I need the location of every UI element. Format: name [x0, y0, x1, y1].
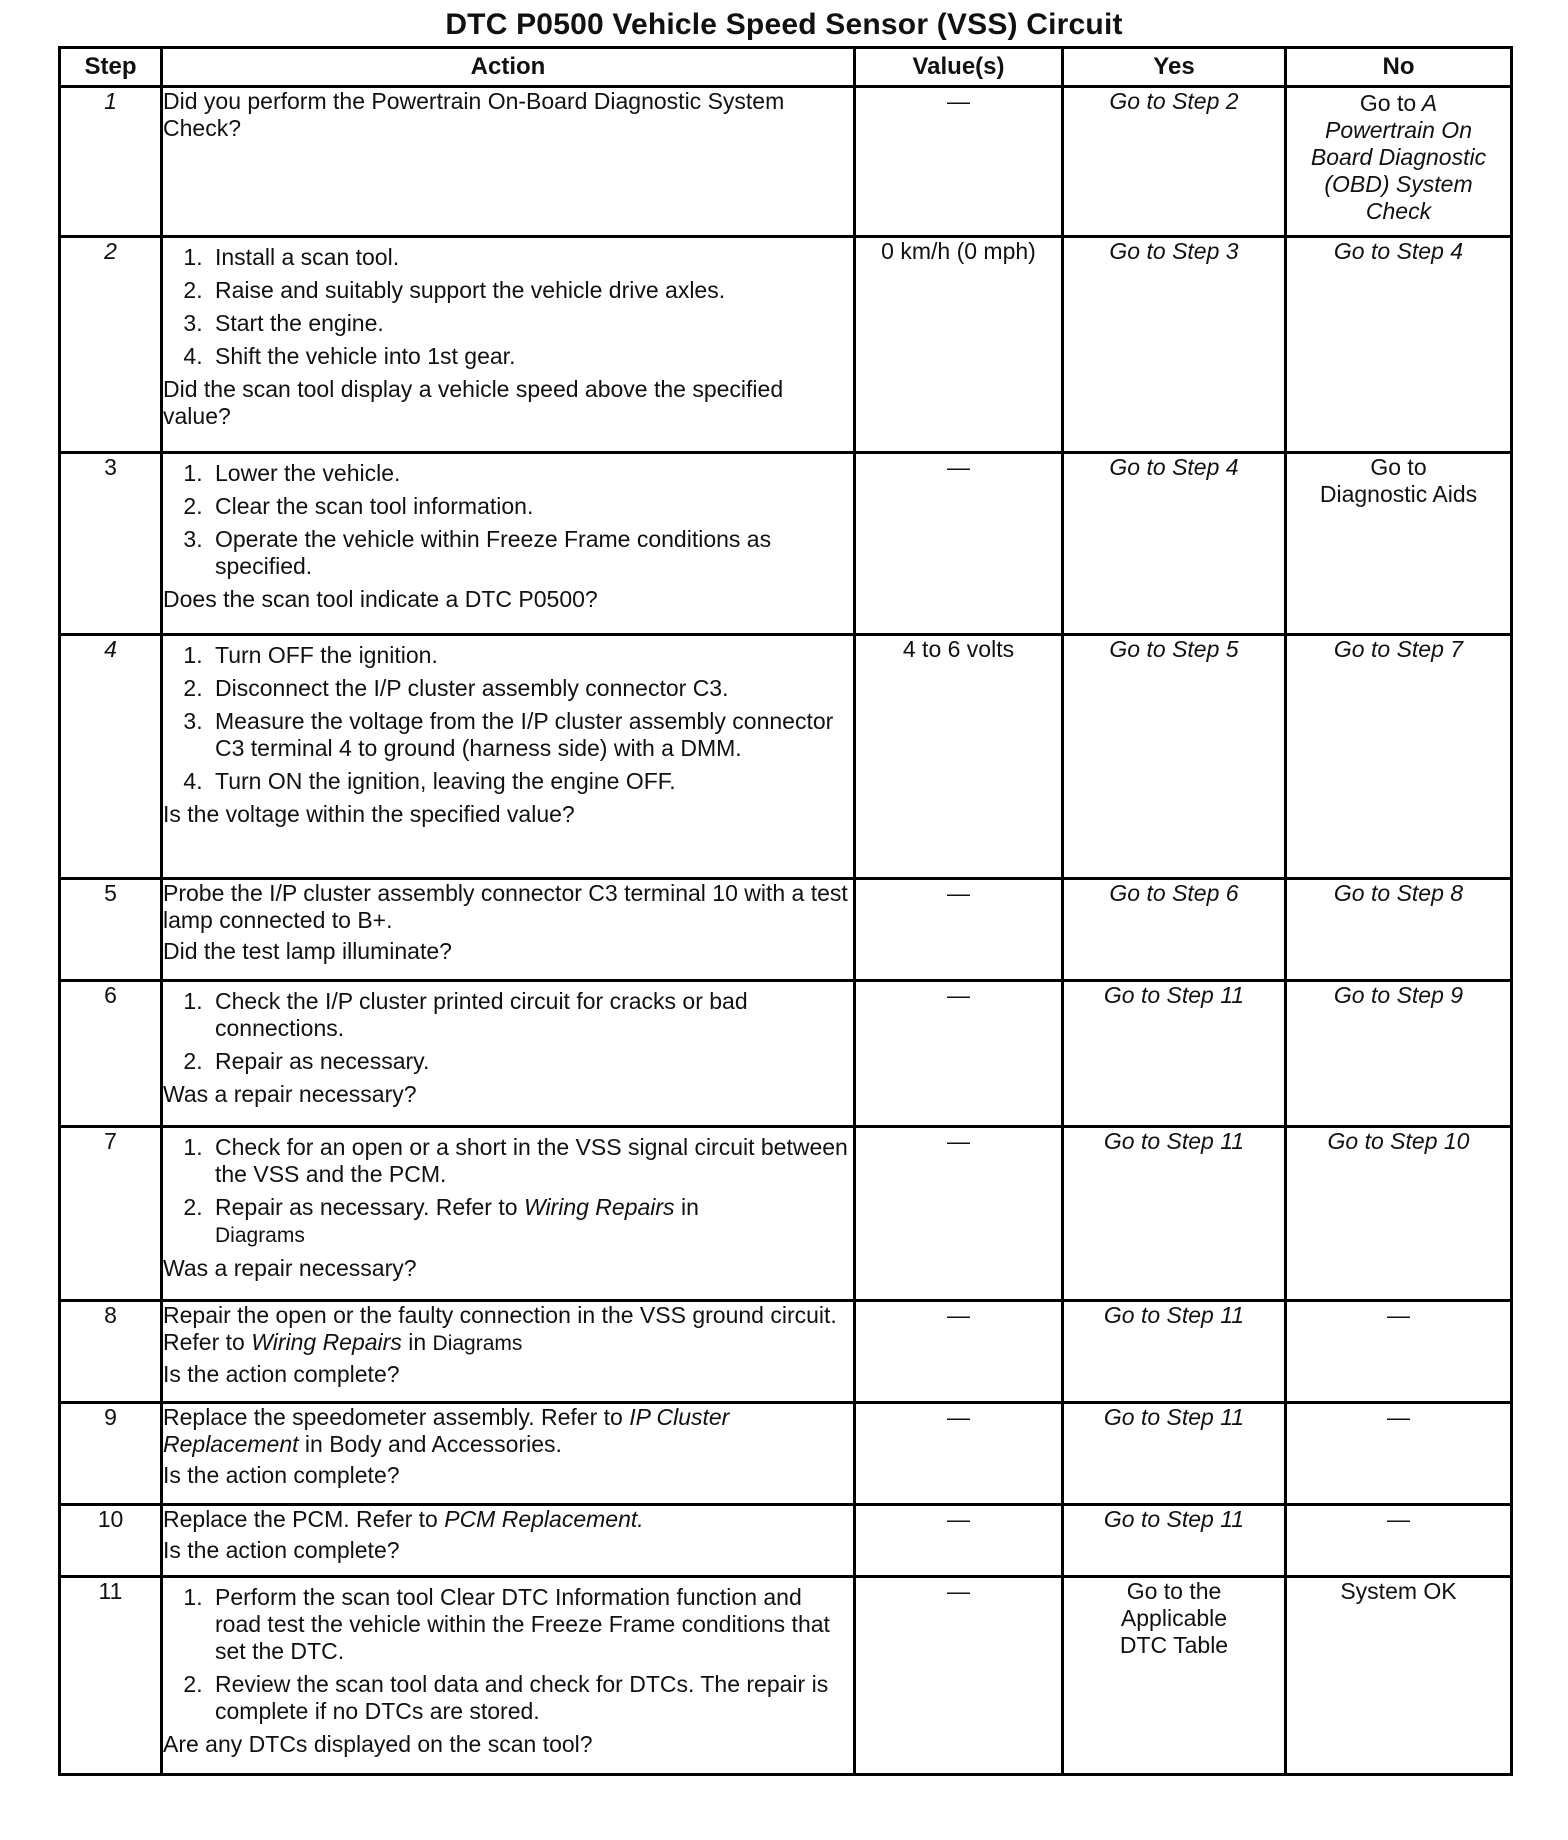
value-cell: —: [855, 1505, 1063, 1577]
value-cell: 0 km/h (0 mph): [855, 237, 1063, 453]
value-cell: —: [855, 87, 1063, 237]
header-step: Step: [60, 48, 162, 87]
step-number: 4: [60, 635, 162, 879]
no-line: Check: [1365, 198, 1432, 224]
pcm-replacement-reference: PCM Replacement.: [444, 1506, 644, 1532]
action-question: Is the voltage within the specified value?: [163, 801, 575, 827]
action-text: Repair as necessary. Refer to: [215, 1194, 518, 1220]
yes-cell: Go to Step 11: [1063, 981, 1286, 1127]
wiring-repairs-reference: Wiring Repairs: [251, 1329, 402, 1355]
action-cell: [162, 87, 855, 237]
header-values: Value(s): [855, 48, 1063, 87]
step-number: 8: [60, 1301, 162, 1403]
action-step: 4. Turn ON the ignition, leaving the engine OFF.: [209, 768, 853, 795]
action-cell: [162, 1301, 855, 1403]
step-number: 10: [60, 1505, 162, 1577]
step-number: 5: [60, 879, 162, 981]
action-question: Is the action complete?: [163, 1361, 400, 1387]
no-cell: Go to Step 7: [1286, 635, 1512, 879]
action-question: Was a repair necessary?: [163, 1081, 417, 1107]
action-cell: [162, 635, 855, 879]
step-number: 11: [60, 1577, 162, 1775]
action-cell: [162, 1505, 855, 1577]
table-header-row: [60, 48, 1512, 87]
step-number: 1: [60, 87, 162, 237]
action-cell: [162, 981, 855, 1127]
action-question: Is the action complete?: [163, 1462, 400, 1488]
value-cell: —: [855, 453, 1063, 635]
value-cell: —: [855, 1301, 1063, 1403]
action-step: 2. Review the scan tool data and check for DTCs. The repair is complete if no DTCs are stored.: [209, 1671, 853, 1725]
header-yes: Yes: [1063, 48, 1286, 87]
yes-cell: Go to Step 6: [1063, 879, 1286, 981]
action-step: [209, 1194, 853, 1249]
action-text: Did you perform the Powertrain On-Board Diagnostic System Check?: [163, 88, 785, 141]
step-number: 6: [60, 981, 162, 1127]
action-cell: [162, 879, 855, 981]
table-row: [60, 237, 1512, 453]
step-number: 9: [60, 1403, 162, 1505]
yes-cell: [1063, 1577, 1286, 1775]
action-step: 3. Measure the voltage from the I/P cluster assembly connector C3 terminal 4 to ground (harness side) with a DMM.: [209, 708, 853, 762]
yes-cell: Go to Step 11: [1063, 1403, 1286, 1505]
table-row: [60, 1403, 1512, 1505]
action-text: Repair the open or the faulty connection in the VSS ground circuit. Refer to: [163, 1302, 837, 1355]
action-question: Are any DTCs displayed on the scan tool?: [163, 1731, 593, 1757]
table-row: [60, 879, 1512, 981]
no-cell: Go to Step 9: [1286, 981, 1512, 1127]
table-row: [60, 87, 1512, 237]
action-step: 1. Check for an open or a short in the VSS signal circuit between the VSS and the PCM.: [209, 1134, 853, 1188]
action-cell: [162, 453, 855, 635]
step-number: 2: [60, 237, 162, 453]
yes-cell: Go to Step 11: [1063, 1505, 1286, 1577]
action-text: in: [408, 1329, 427, 1355]
action-step: 3. Operate the vehicle within Freeze Frame conditions as specified.: [209, 526, 853, 580]
action-step: 2. Raise and suitably support the vehicle drive axles.: [209, 277, 853, 304]
action-text: in Body and Accessories.: [304, 1431, 562, 1457]
action-cell: [162, 237, 855, 453]
action-step: 1. Lower the vehicle.: [209, 460, 853, 487]
action-text: Replace the PCM. Refer to: [163, 1506, 438, 1532]
action-question: Was a repair necessary?: [163, 1255, 417, 1281]
step-number: 3: [60, 453, 162, 635]
table-row: [60, 1505, 1512, 1577]
table-row: [60, 1127, 1512, 1301]
page-title: DTC P0500 Vehicle Speed Sensor (VSS) Circuit: [445, 8, 1123, 41]
no-cell: Go to Step 4: [1286, 237, 1512, 453]
no-cell: —: [1286, 1403, 1512, 1505]
action-question: Did the test lamp illuminate?: [163, 938, 452, 964]
action-text: Replace the speedometer assembly. Refer to: [163, 1404, 623, 1430]
no-cell: [1286, 453, 1512, 635]
no-cell: Go to Step 8: [1286, 879, 1512, 981]
no-cell: —: [1286, 1301, 1512, 1403]
value-cell: —: [855, 1403, 1063, 1505]
action-cell: [162, 1577, 855, 1775]
no-line: Go to: [1370, 454, 1427, 480]
no-cell: Go to Step 10: [1286, 1127, 1512, 1301]
table-row: [60, 453, 1512, 635]
action-step: 2. Repair as necessary.: [209, 1048, 853, 1075]
no-cell: [1286, 87, 1512, 237]
no-line: Board Diagnostic: [1310, 144, 1487, 170]
action-cell: [162, 1403, 855, 1505]
yes-line: Applicable: [1120, 1605, 1228, 1631]
action-text: Probe the I/P cluster assembly connector C3 terminal 10 with a test lamp connected to B+.: [163, 880, 848, 933]
action-step: 2. Clear the scan tool information.: [209, 493, 853, 520]
action-step: 1. Perform the scan tool Clear DTC Information function and road test the vehicle within the Freeze Frame conditions that set the DTC.: [209, 1584, 853, 1665]
diagrams-reference: Diagrams: [432, 1332, 523, 1355]
diagrams-reference: Diagrams: [215, 1224, 305, 1247]
value-cell: —: [855, 981, 1063, 1127]
yes-cell: Go to Step 11: [1063, 1301, 1286, 1403]
value-cell: —: [855, 879, 1063, 981]
action-question: Did the scan tool display a vehicle speed above the specified value?: [163, 376, 784, 429]
value-cell: —: [855, 1127, 1063, 1301]
dtc-table: [58, 46, 1513, 1776]
header-action: Action: [162, 48, 855, 87]
action-step: 4. Shift the vehicle into 1st gear.: [209, 343, 853, 370]
action-step: 3. Start the engine.: [209, 310, 853, 337]
yes-cell: Go to Step 5: [1063, 635, 1286, 879]
action-question: Does the scan tool indicate a DTC P0500?: [163, 586, 598, 612]
no-line: (OBD) System: [1324, 171, 1473, 197]
action-step: 1. Check the I/P cluster printed circuit for cracks or bad connections.: [209, 988, 853, 1042]
action-text: in: [680, 1194, 699, 1220]
header-no: No: [1286, 48, 1512, 87]
step-number: 7: [60, 1127, 162, 1301]
yes-line: DTC Table: [1119, 1632, 1229, 1658]
table-row: [60, 1577, 1512, 1775]
action-cell: [162, 1127, 855, 1301]
no-line: A: [1421, 90, 1438, 116]
no-line: Powertrain On: [1324, 117, 1472, 143]
yes-cell: Go to Step 11: [1063, 1127, 1286, 1301]
value-cell: 4 to 6 volts: [855, 635, 1063, 879]
action-step: 1. Install a scan tool.: [209, 244, 853, 271]
no-cell: System OK: [1286, 1577, 1512, 1775]
table-row: [60, 1301, 1512, 1403]
yes-cell: Go to Step 2: [1063, 87, 1286, 237]
yes-cell: Go to Step 3: [1063, 237, 1286, 453]
wiring-repairs-reference: Wiring Repairs: [523, 1194, 675, 1220]
action-step: 2. Disconnect the I/P cluster assembly connector C3.: [209, 675, 853, 702]
value-cell: —: [855, 1577, 1063, 1775]
table-row: [60, 635, 1512, 879]
no-line: Diagnostic Aids: [1319, 481, 1478, 507]
action-question: Is the action complete?: [163, 1537, 400, 1563]
ip-cluster-replacement-reference: IP Cluster Replacement: [163, 1404, 730, 1457]
no-cell: —: [1286, 1505, 1512, 1577]
action-step: 1. Turn OFF the ignition.: [209, 642, 853, 669]
table-row: [60, 981, 1512, 1127]
no-line: Go to: [1359, 90, 1417, 116]
yes-cell: Go to Step 4: [1063, 453, 1286, 635]
yes-line: Go to the: [1126, 1578, 1222, 1604]
